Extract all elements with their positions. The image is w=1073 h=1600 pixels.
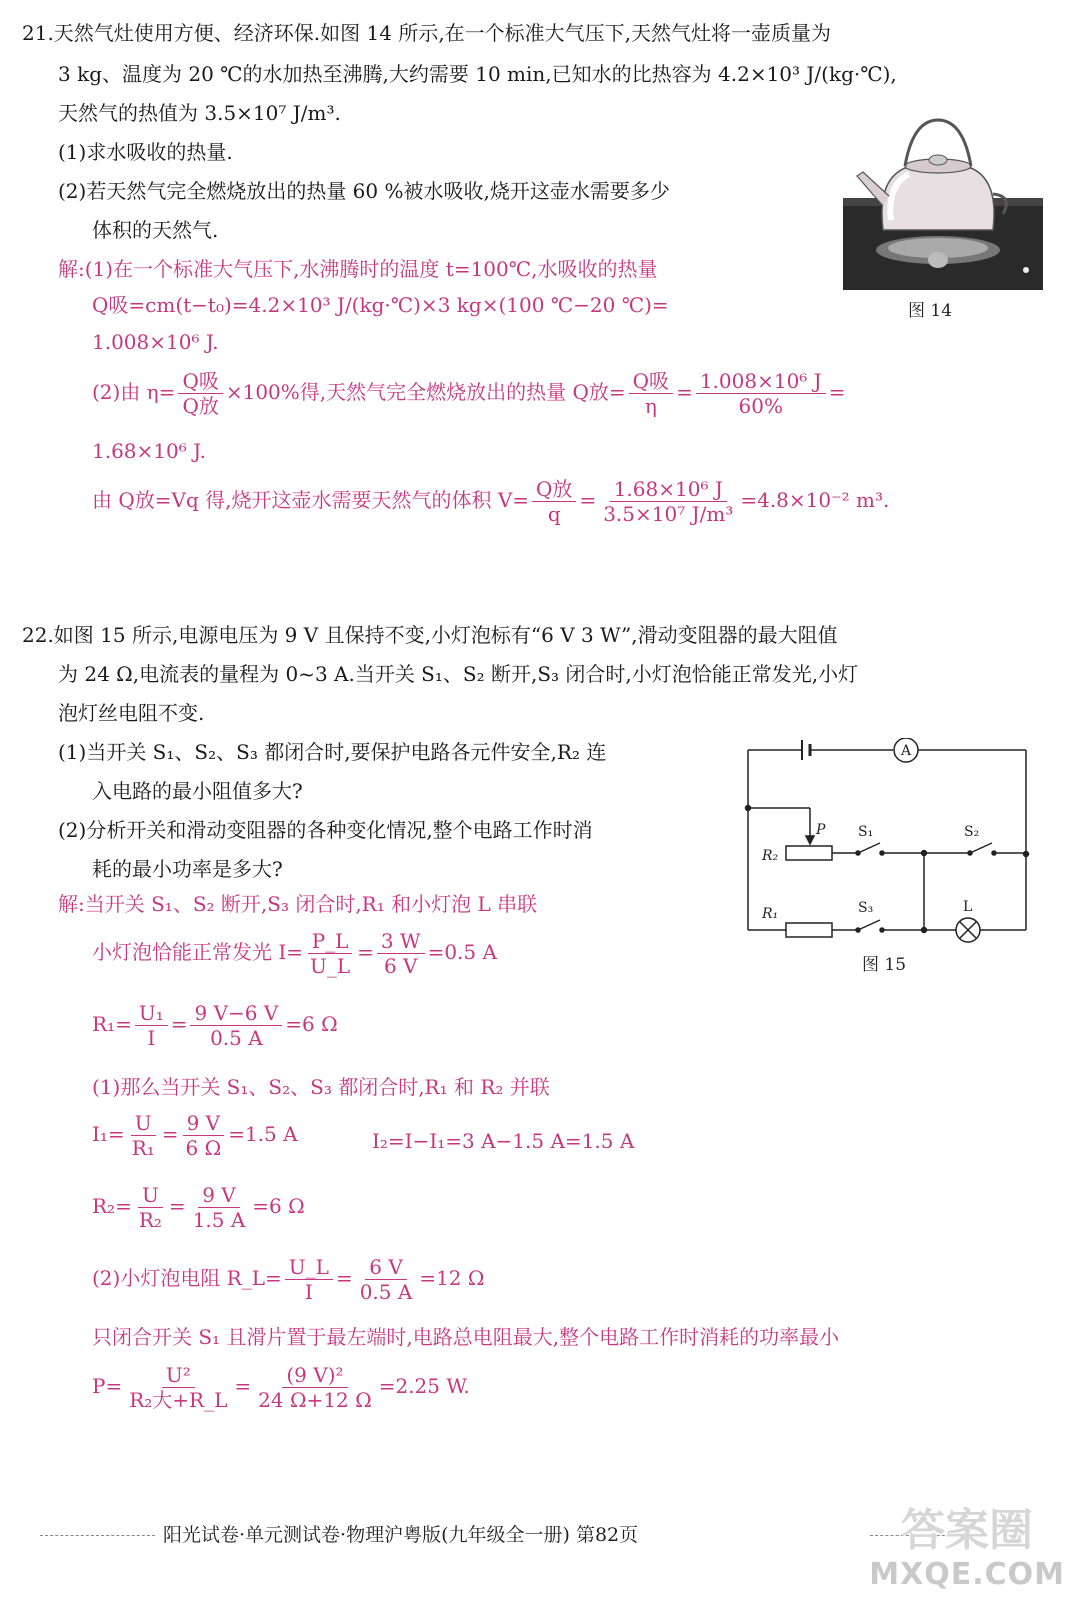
- q21-stem-line3: 天然气的热值为 3.5×10⁷ J/m³.: [58, 101, 341, 125]
- fraction-denominator: R₁: [131, 1136, 155, 1160]
- fraction-numerator: 9 V: [198, 1184, 240, 1208]
- q22-solution-line8: 只闭合开关 S₁ 且滑片置于最左端时,电路总电阻最大,整个电路工作时消耗的功率最小: [92, 1325, 840, 1349]
- fraction-denominator: q: [547, 502, 561, 526]
- slider-p-label: P: [816, 822, 826, 838]
- fraction-numerator: 9 V−6 V: [190, 1002, 282, 1026]
- fraction-denominator: 6 Ω: [185, 1136, 222, 1160]
- fraction-denominator: 1.5 A: [192, 1208, 246, 1232]
- equals-sign: =: [168, 1194, 186, 1218]
- q21-part1: (1)求水吸收的热量.: [58, 140, 233, 164]
- watermark-text: MXQE.COM: [869, 1557, 1065, 1592]
- fraction-denominator: η: [644, 394, 657, 418]
- q22-stem-line2: 为 24 Ω,电流表的量程为 0~3 A.当开关 S₁、S₂ 断开,S₃ 闭合时,小灯泡恰能正常发光,小灯: [58, 662, 859, 686]
- fraction-denominator: I: [304, 1280, 313, 1304]
- equals-sign: =: [170, 1012, 188, 1036]
- q22-s2-end: =0.5 A: [427, 940, 497, 964]
- fraction-numerator: P_L: [308, 930, 353, 954]
- fraction-denominator: Q放: [182, 394, 219, 418]
- q21-solution-line5: 1.68×10⁶ J.: [92, 439, 206, 463]
- q22-solution-line1: 解:当开关 S₁、S₂ 断开,S₃ 闭合时,R₁ 和小灯泡 L 串联: [58, 892, 538, 916]
- q22-s9-end: =2.25 W.: [378, 1374, 470, 1398]
- q21-solution-efficiency-formula: (2)由 η= $\frac{\text{Q吸}}{\text{Q放}}$ ×100%得,天然气完全燃烧放出的热量 Q放= $\frac{\text{Q吸}}{\eta}$ = $\frac{\text{1.008×10⁶ J}}{60\%}$ =: [92, 369, 846, 418]
- fraction-denominator: 24 Ω+12 Ω: [258, 1388, 372, 1412]
- fraction-denominator: 3.5×10⁷ J/m³: [603, 502, 734, 526]
- q21-solution-line1: 解:(1)在一个标准大气压下,水沸腾时的温度 t=100℃,水吸收的热量: [58, 257, 658, 281]
- q21-s6-prefix: 由 Q放=Vq 得,烧开这壶水需要天然气的体积 V=: [92, 488, 530, 512]
- ammeter-label: A: [901, 743, 912, 759]
- watermark-logo: 答案圈: [901, 1505, 1033, 1556]
- s1-label: S₁: [858, 824, 874, 840]
- q21-solution-line2: Q吸=cm(t−t₀)=4.2×10³ J/(kg·℃)×3 kg×(100 ℃−20 ℃)=: [92, 293, 669, 317]
- q22-s3-prefix: R₁=: [92, 1012, 132, 1036]
- q21-stem-line2: 3 kg、温度为 20 ℃的水加热至沸腾,大约需要 10 min,已知水的比热容为 4.2×10³ J/(kg·℃),: [58, 62, 897, 86]
- figure-15-circuit-diagram: [738, 738, 1038, 948]
- q22-s9-prefix: P=: [92, 1374, 123, 1398]
- fraction-denominator: 6 V: [383, 954, 418, 978]
- q22-part2-line2: 耗的最小功率是多大?: [92, 857, 283, 881]
- q21-stem-line1: 21.天然气灶使用方便、经济环保.如图 14 所示,在一个标准大气压下,天然气灶将一壶质量为: [22, 21, 832, 45]
- fraction-numerator: U²: [162, 1364, 195, 1388]
- fraction-numerator: Q吸: [629, 370, 673, 394]
- fraction-denominator: I: [147, 1026, 156, 1050]
- q22-solution-current: [92, 930, 497, 977]
- q22-s6-end: =6 Ω: [252, 1194, 305, 1218]
- q22-s5-prefix: I₁=: [92, 1122, 125, 1146]
- q22-solution-i2: I₂=I−I₁=3 A−1.5 A=1.5 A: [372, 1129, 635, 1153]
- fraction-denominator: R₂大+R_L: [129, 1388, 228, 1412]
- fraction-numerator: U₁: [135, 1002, 168, 1026]
- q22-s2-prefix: 小灯泡恰能正常发光 I=: [92, 940, 304, 964]
- s3-label: S₃: [858, 900, 874, 916]
- equals-sign: =: [234, 1374, 252, 1398]
- figure-14-kettle-image: [843, 110, 1043, 290]
- fraction-numerator: 1.008×10⁶ J: [696, 370, 826, 394]
- r1-label: R₁: [762, 906, 779, 922]
- q21-s4-end: =: [828, 380, 846, 404]
- q22-s7-end: =12 Ω: [419, 1266, 485, 1290]
- q22-solution-power: [92, 1364, 470, 1411]
- q21-solution-volume-formula: 由 Q放=Vq 得,烧开这壶水需要天然气的体积 V= $\frac{\text{Q放}}{q}$ = $\frac{\text{1.68×10⁶ J}}{\text{3.5×10⁷ J/m³}}$ =4.8×10⁻² m³.: [92, 477, 890, 526]
- q22-solution-r2: [92, 1184, 305, 1231]
- fraction-denominator: 0.5 A: [359, 1280, 413, 1304]
- fraction-denominator: 0.5 A: [210, 1026, 263, 1050]
- figure-14-caption: 图 14: [908, 301, 953, 321]
- q22-s6-prefix: R₂=: [92, 1194, 132, 1218]
- fraction-numerator: 6 V: [365, 1256, 407, 1280]
- lamp-label: L: [963, 899, 973, 915]
- q22-solution-rl: [92, 1256, 484, 1303]
- fraction-numerator: Q放: [532, 478, 576, 502]
- q22-stem-line1: 22.如图 15 所示,电源电压为 9 V 且保持不变,小灯泡标有“6 V 3 W”,滑动变阻器的最大阻值: [22, 623, 838, 647]
- fraction-denominator: 60%: [738, 394, 783, 418]
- fraction-numerator: U_L: [285, 1256, 333, 1280]
- q22-s7-prefix: (2)小灯泡电阻 R_L=: [92, 1266, 282, 1290]
- q21-solution-line3: 1.008×10⁶ J.: [92, 330, 219, 354]
- q22-solution-r1: [92, 1002, 338, 1049]
- q21-s4-prefix: (2)由 η=: [92, 380, 176, 404]
- q21-part2-line1: (2)若天然气完全燃烧放出的热量 60 %被水吸收,烧开这壶水需要多少: [58, 179, 670, 203]
- fraction-numerator: 9 V: [183, 1112, 225, 1136]
- fraction-numerator: 1.68×10⁶ J: [610, 478, 727, 502]
- fraction-denominator: U_L: [310, 954, 351, 978]
- q22-stem-line3: 泡灯丝电阻不变.: [58, 701, 205, 725]
- q22-part1-line1: (1)当开关 S₁、S₂、S₃ 都闭合时,要保护电路各元件安全,R₂ 连: [58, 740, 607, 764]
- q22-solution-line4: (1)那么当开关 S₁、S₂、S₃ 都闭合时,R₁ 和 R₂ 并联: [92, 1075, 550, 1099]
- fraction-denominator: R₂: [138, 1208, 162, 1232]
- fraction-numerator: 3 W: [377, 930, 425, 954]
- figure-15-caption: 图 15: [862, 955, 907, 975]
- equals-sign: =: [335, 1266, 353, 1290]
- fraction-numerator: U: [138, 1184, 163, 1208]
- equals-sign: =: [357, 940, 374, 964]
- equals-sign: =: [161, 1122, 179, 1146]
- q21-s6-end: =4.8×10⁻² m³.: [740, 488, 890, 512]
- q22-s5-end: =1.5 A: [228, 1122, 298, 1146]
- q22-s3-end: =6 Ω: [285, 1012, 338, 1036]
- fraction-numerator: (9 V)²: [282, 1364, 347, 1388]
- fraction-numerator: U: [131, 1112, 156, 1136]
- footer-divider-left: [40, 1535, 155, 1536]
- q22-part1-line2: 入电路的最小阻值多大?: [92, 779, 303, 803]
- s2-label: S₂: [964, 824, 980, 840]
- q22-solution-i1: [92, 1112, 298, 1159]
- q22-part2-line1: (2)分析开关和滑动变阻器的各种变化情况,整个电路工作时消: [58, 818, 593, 842]
- fraction-numerator: Q吸: [178, 370, 222, 394]
- r2-label: R₂: [762, 848, 779, 864]
- q21-s4-middle: ×100%得,天然气完全燃烧放出的热量 Q放=: [225, 380, 626, 404]
- footer-text: 阳光试卷·单元测试卷·物理沪粤版(九年级全一册) 第82页: [163, 1524, 639, 1546]
- q21-part2-line2: 体积的天然气.: [92, 218, 219, 242]
